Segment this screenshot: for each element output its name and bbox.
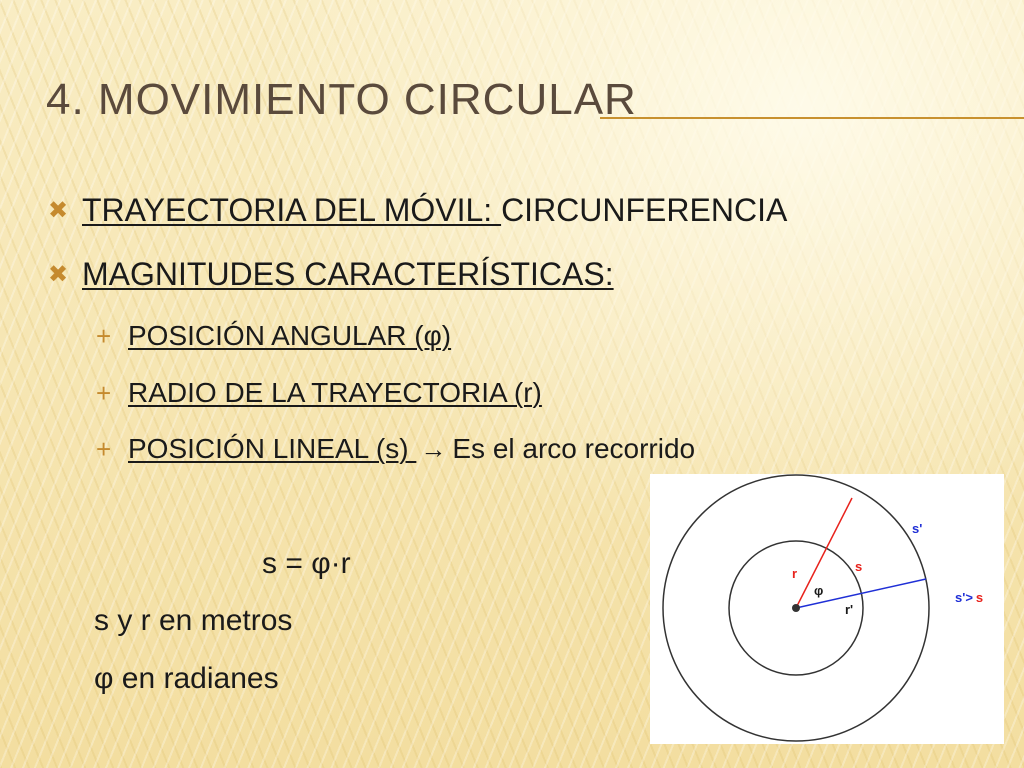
label-s: s [855,559,863,574]
x-bullet-icon: ✖ [48,261,69,288]
bullet-magnitudes [48,254,614,295]
sub-bullet-label: POSICIÓN ANGULAR (φ) [128,320,452,351]
arc-length-formula: s = φ·r [262,547,351,580]
right-arrow-icon: → [420,434,447,464]
center-point [792,604,800,612]
bullet-trayectoria [48,190,787,231]
units-note-metros: s y r en metros [94,604,293,637]
title-rule [600,117,1024,119]
bullet-magnitudes-label: MAGNITUDES CARACTERÍSTICAS: [82,256,614,292]
circle-diagram [650,474,1004,744]
slide-title: 4. MOVIMIENTO CIRCULAR [46,75,637,124]
sub-bullet-posicion-lineal [96,431,695,467]
bullet-trayectoria-value: CIRCUNFERENCIA [501,192,788,228]
bullet-trayectoria-label: TRAYECTORIA DEL MÓVIL: [82,192,502,228]
label-r: r [792,566,798,581]
x-bullet-icon: ✖ [48,197,69,224]
label-s-prime-greater: s'> [955,590,973,605]
plus-bullet-icon: + [96,321,112,351]
label-s-compare: s [975,590,984,605]
sub-bullet-label: RADIO DE LA TRAYECTORIA (r) [128,377,542,408]
plus-bullet-icon: + [96,378,112,408]
label-s-prime: s' [912,521,923,536]
label-s-prime-compare [955,590,983,605]
sub-bullet-radio [96,375,542,411]
red-radius-line [796,498,852,608]
label-r-prime: r' [845,602,854,617]
circle-diagram-svg [650,474,1004,744]
plus-bullet-icon: + [96,434,112,464]
label-phi: φ [814,583,824,598]
sub-bullet-label: POSICIÓN LINEAL (s) [128,433,417,464]
units-note-radianes: φ en radianes [94,662,279,695]
sub-bullet-posicion-angular [96,318,451,354]
sub-bullet-text: Es el arco recorrido [452,433,696,464]
